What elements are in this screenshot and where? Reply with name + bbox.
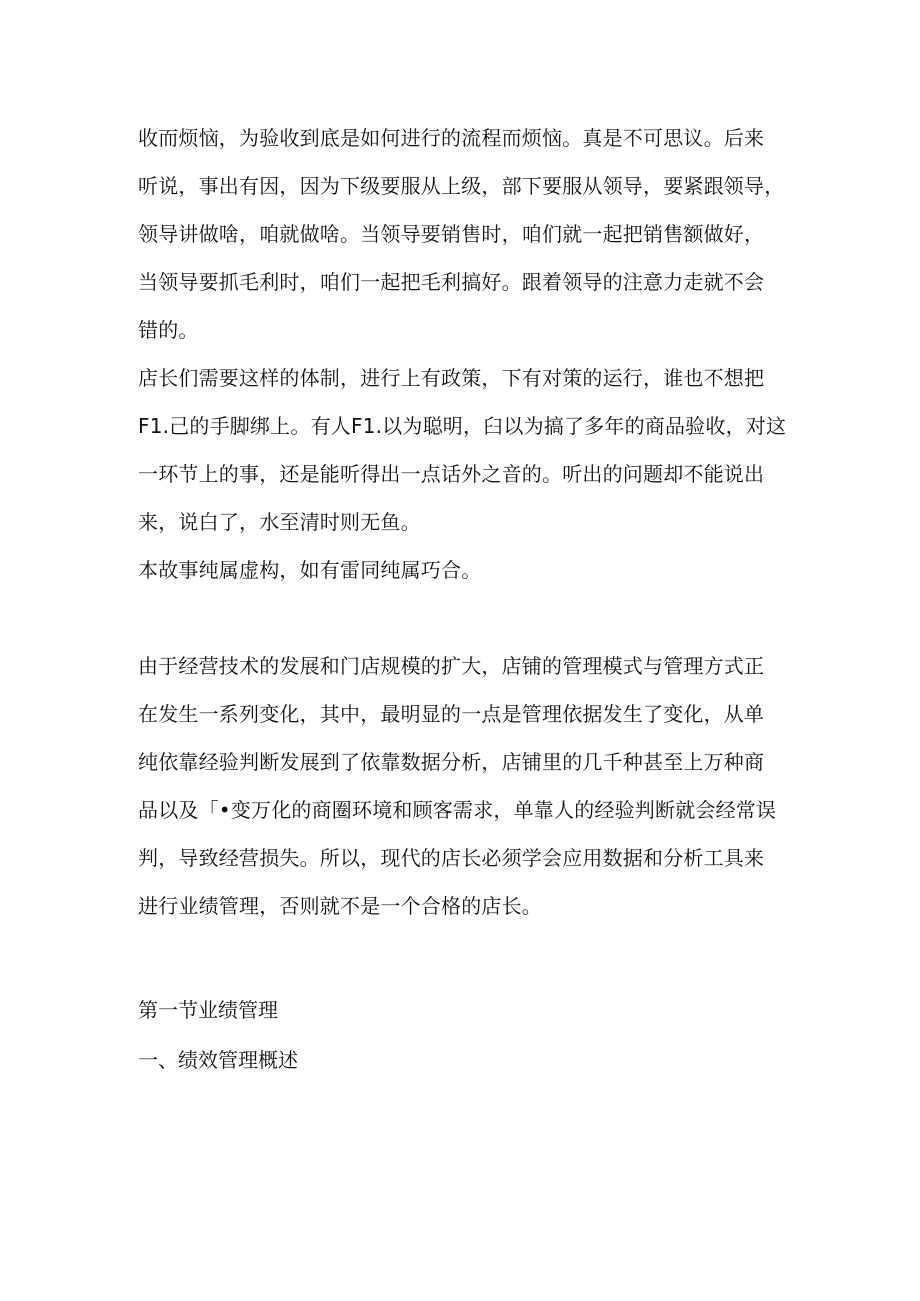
paragraph-2-line-4: 来，说白了，水至清时则无鱼。 <box>138 510 421 534</box>
paragraph-4-line-3: 纯依靠经验判断发展到了依靠数据分析，店铺里的几千种甚至上万种商 <box>138 750 765 774</box>
paragraph-2-line-3: 一环节上的事，还是能听得出一点话外之音的。听出的问题却不能说出 <box>138 462 765 486</box>
paragraph-4-line-2: 在发生一系列变化，其中，最明显的一点是管理依据发生了变化，从单 <box>138 702 765 726</box>
paragraph-1-line-3: 领导讲做啥，咱就做啥。当领导要销售时，咱们就一起把销售额做好， <box>138 222 765 246</box>
paragraph-4-line-1: 由于经营技术的发展和门店规模的扩大，店铺的管理模式与管理方式正 <box>138 654 765 678</box>
paragraph-1-line-4: 当领导要抓毛利时，咱们一起把毛利搞好。跟着领导的注意力走就不会 <box>138 270 765 294</box>
paragraph-2-line-2: F1.己的手脚绑上。有人F1.以为聪明，臼以为搞了多年的商品验收，对这 <box>138 414 787 438</box>
section-title: 第一节业绩管理 <box>138 998 278 1022</box>
paragraph-2-line-1: 店长们需要这样的体制，进行上有政策，下有对策的运行，谁也不想把 <box>138 366 765 390</box>
paragraph-4-line-6: 进行业绩管理，否则就不是一个合格的店长。 <box>138 894 542 918</box>
subsection-title: 一、绩效管理概述 <box>138 1048 298 1072</box>
paragraph-1-line-2: 听说，事出有因，因为下级要服从上级，部下要服从领导，要紧跟领导， <box>138 174 785 198</box>
paragraph-1-line-1: 收而烦恼，为验收到底是如何进行的流程而烦恼。真是不可思议。后来 <box>138 126 765 150</box>
paragraph-3-line-1: 本故事纯属虚构，如有雷同纯属巧合。 <box>138 558 482 582</box>
paragraph-1-line-5: 错的。 <box>138 318 199 342</box>
paragraph-4-line-5: 判，导致经营损失。所以，现代的店长必须学会应用数据和分析工具来 <box>138 846 765 870</box>
paragraph-4-line-4: 品以及「•变万化的商圈环境和顾客需求，单靠人的经验判断就会经常误 <box>138 798 777 822</box>
